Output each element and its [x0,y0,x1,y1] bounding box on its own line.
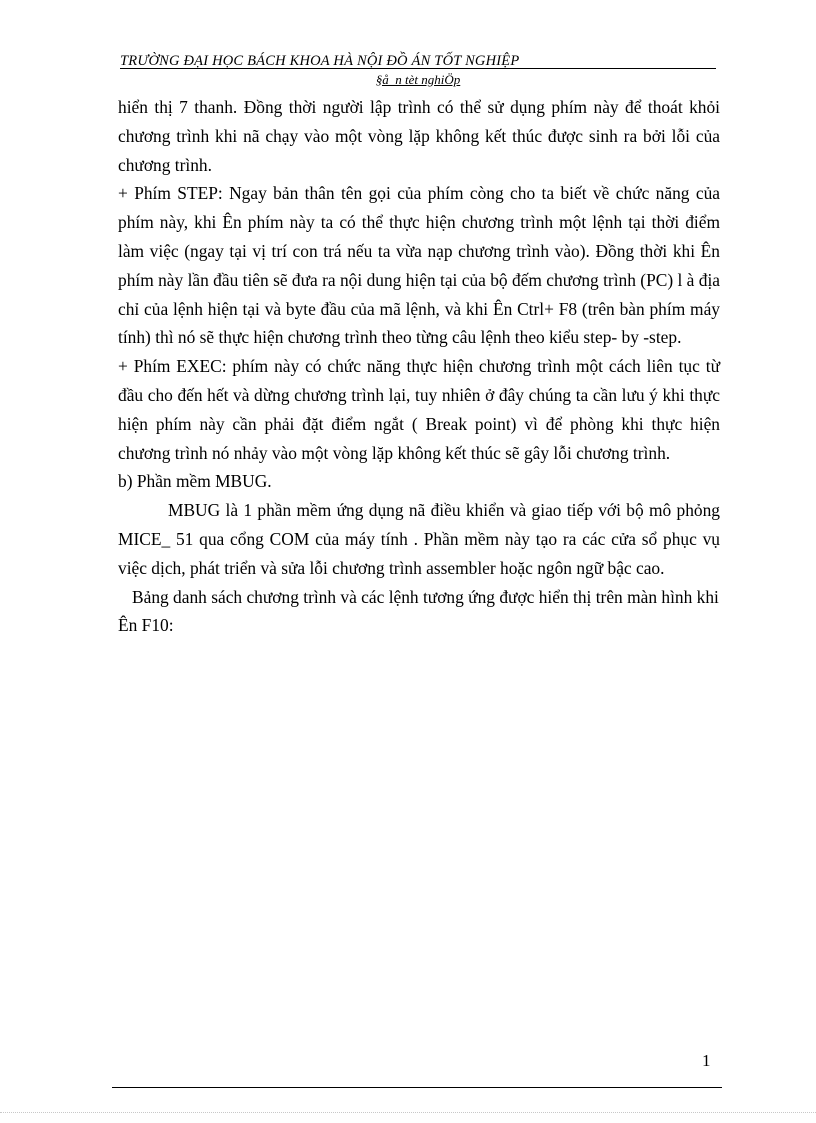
paragraph-program-list: Bảng danh sách chương trình và các lệnh tương ứng được hiển thị trên màn hình khi Ên F10: [118,586,719,636]
paragraph-exec-key: + Phím EXEC: phím này có chức năng thực hiện chương trình một cách liên tục từ đầu cho đến hết và dừng chương trình lại, tuy nhiên ở đây chúng ta cần lưu ý khi thực hiện phím này cần phải đặt điểm ngắt ( Break point) vì để phòng khi thực hiện chương trình nó nhảy vào một vòng lặp không kết thúc sẽ gây lỗi chương trình. [118,356,720,463]
footer-rule [112,1087,722,1088]
section-heading-mbug: b) Phần mềm MBUG. [118,471,272,492]
paragraph-1: hiển thị 7 thanh. Đồng thời người lập trình có thể sử dụng phím này để thoát khỏi chương trình khi nã chạy vào một vòng lặp không kết thúc được sinh ra bởi lỗi của chương trình. [118,97,720,175]
header-title: TRƯỜNG ĐẠI HỌC BÁCH KHOA HÀ NỘI ĐỒ ÁN TỐT NGHIỆP [120,53,520,69]
header-subtitle: §å_n tèt nghiÖp [375,72,461,87]
page-boundary [0,1112,816,1113]
header-rule [120,68,716,69]
document-body [118,93,720,640]
page-number: 1 [702,1051,711,1070]
paragraph-mbug: MBUG là 1 phần mềm ứng dụng nã điều khiển và giao tiếp với bộ mô phỏng MICE_ 51 qua cổng COM của máy tính . Phần mềm này tạo ra các cửa sổ phục vụ việc dịch, phát triển và sửa lỗi chương trình assembler hoặc ngôn ngữ bậc cao. [118,500,720,578]
paragraph-step-key: + Phím STEP: Ngay bản thân tên gọi của phím còng cho ta biết về chức năng của phím này, khi Ên phím này ta có thể thực hiện chương trình một lệnh tại thời điểm làm việc (ngay tại vị trí con trá nếu ta vừa nạp chương trình vào). Đồng thời khi Ên phím này lần đầu tiên sẽ đưa ra nội dung hiện tại của bộ đếm chương trình (PC) l à địa chỉ của lệnh hiện tại và byte đầu của mã lệnh, và khi Ên Ctrl+ F8 (trên bàn phím máy tính) thì nó sẽ thực hiện chương trình theo từng câu lệnh theo kiểu step- by -step. [118,183,720,348]
